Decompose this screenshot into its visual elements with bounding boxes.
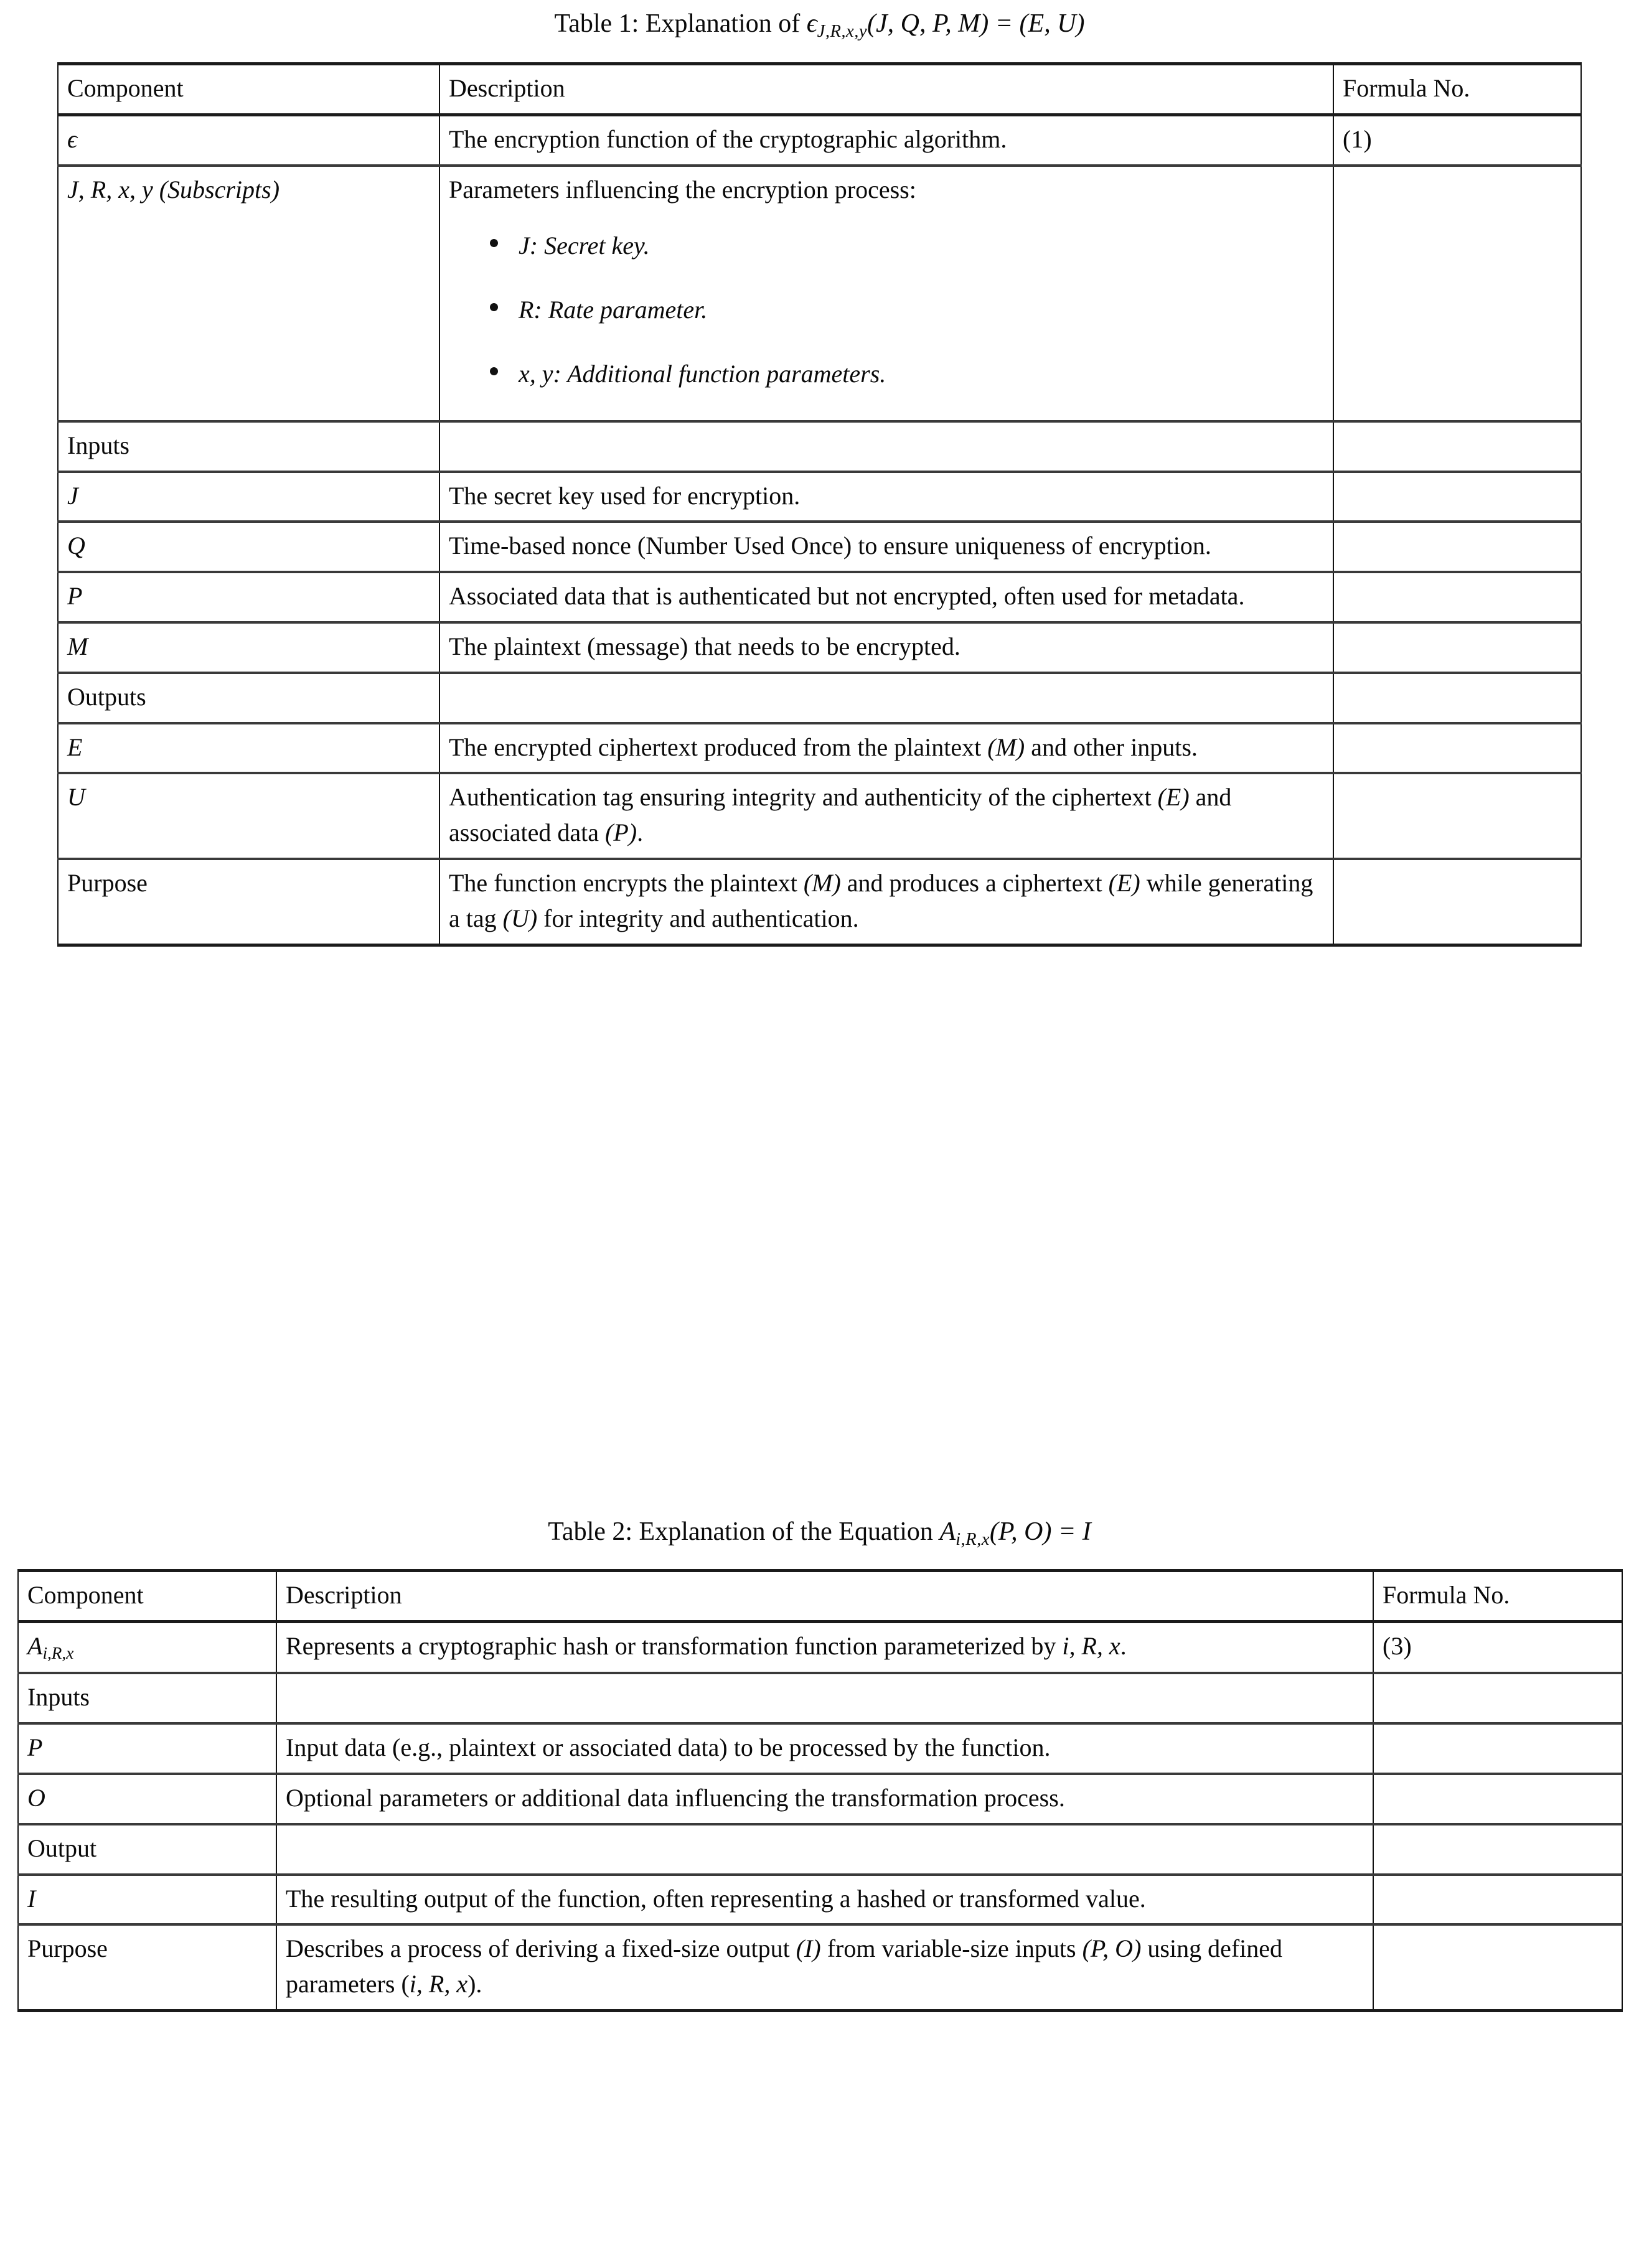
table-section-row xyxy=(18,1673,1622,1723)
table2-row2-description: Input data (e.g., plaintext or associated data) to be processed by the function. xyxy=(276,1723,1373,1774)
table2-row1-component: Inputs xyxy=(18,1673,276,1723)
table1-caption-prefix: Table 1: Explanation of xyxy=(554,9,807,38)
table1-row8-component: E xyxy=(58,723,439,774)
table-row xyxy=(58,472,1581,522)
table-section-row xyxy=(18,1824,1622,1875)
table2-row0-component-subscript: i,R,x xyxy=(42,1643,74,1662)
table1-row3-formula xyxy=(1333,472,1581,522)
table2-header-component: Component xyxy=(18,1571,276,1622)
table2-row6-description: Describes a process of deriving a fixed-size output (I) from variable-size inputs (P, O) using defined parameters (i, R, x). xyxy=(276,1924,1373,2010)
table1-row1-description: Parameters influencing the encryption process: xyxy=(449,175,916,204)
table-row xyxy=(18,1621,1622,1673)
table-section-row xyxy=(58,421,1581,472)
table2-row6-component: Purpose xyxy=(18,1924,276,2010)
table2-caption-subscript: i,R,x xyxy=(956,1529,990,1549)
table1-row1-bullet0: J: Secret key. xyxy=(519,232,650,260)
table2-row3-description: Optional parameters or additional data influencing the transformation process. xyxy=(276,1774,1373,1824)
table-row xyxy=(58,773,1581,859)
table-row xyxy=(58,115,1581,165)
table-row xyxy=(58,622,1581,673)
table1-row6-description: The plaintext (message) that needs to be encrypted. xyxy=(439,622,1333,673)
table2-caption-symbol: A xyxy=(939,1517,956,1546)
table2-row2-component: P xyxy=(18,1723,276,1774)
table2-row4-component: Output xyxy=(18,1824,276,1875)
table1-row3-description: The secret key used for encryption. xyxy=(439,472,1333,522)
table1-row6-component: M xyxy=(58,622,439,673)
table2-row5-formula xyxy=(1373,1875,1622,1925)
table1-row7-description xyxy=(439,673,1333,723)
table2-row6-formula xyxy=(1373,1924,1622,2010)
table1-row1-description-cell xyxy=(439,166,1333,421)
table1-row10-description: The function encrypts the plaintext (M) and produces a ciphertext (E) while generating a tag (U) for integrity and authentication. xyxy=(439,859,1333,945)
table1-row0-description: The encryption function of the cryptographic algorithm. xyxy=(439,115,1333,165)
table2-row1-description xyxy=(276,1673,1373,1723)
table2-caption-suffix: (P, O) = I xyxy=(989,1517,1091,1546)
table1-row5-component: P xyxy=(58,572,439,622)
table1-row1-bullet2: x, y: Additional function parameters. xyxy=(519,359,886,388)
bullet-dot-icon xyxy=(490,367,498,375)
table2-caption xyxy=(0,1517,1639,1550)
table2-header-description: Description xyxy=(276,1571,1373,1622)
table1-row1-bullet-list xyxy=(449,228,1324,391)
table1-row4-formula xyxy=(1333,522,1581,572)
bullet-dot-icon xyxy=(490,303,498,311)
table1-header-component: Component xyxy=(58,64,439,115)
table1 xyxy=(57,62,1582,947)
table1-row1-bullet1: R: Rate parameter. xyxy=(519,296,708,324)
table2-header-row xyxy=(18,1571,1622,1622)
table1-row0-formula: (1) xyxy=(1333,115,1581,165)
table1-row7-component: Outputs xyxy=(58,673,439,723)
table1-caption xyxy=(0,9,1639,42)
table2-row2-formula xyxy=(1373,1723,1622,1774)
table-row xyxy=(58,166,1581,421)
table1-caption-symbol: ϵ xyxy=(806,9,817,38)
table1-row3-component: J xyxy=(58,472,439,522)
table1-row9-formula xyxy=(1333,773,1581,859)
table1-row0-component: ϵ xyxy=(58,115,439,165)
table1-row6-formula xyxy=(1333,622,1581,673)
table1-container xyxy=(57,62,1580,947)
table2-row0-description: Represents a cryptographic hash or transformation function parameterized by i, R, x. xyxy=(276,1621,1373,1673)
table1-row2-formula xyxy=(1333,421,1581,472)
table2-row0-component: A xyxy=(27,1631,43,1660)
table-row xyxy=(18,1875,1622,1925)
table1-row5-description: Associated data that is authenticated but not encrypted, often used for metadata. xyxy=(439,572,1333,622)
list-item xyxy=(519,293,1324,328)
table2 xyxy=(17,1569,1623,2012)
table1-row2-component: Inputs xyxy=(58,421,439,472)
list-item xyxy=(519,357,1324,392)
table1-row9-description: Authentication tag ensuring integrity and authenticity of the ciphertext (E) and associated data (P). xyxy=(439,773,1333,859)
bullet-dot-icon xyxy=(490,239,498,247)
table2-row5-component: I xyxy=(18,1875,276,1925)
table2-row4-description xyxy=(276,1824,1373,1875)
table1-row1-component: J, R, x, y (Subscripts) xyxy=(58,166,439,421)
table1-caption-subscript: J,R,x,y xyxy=(817,21,868,41)
table-row xyxy=(58,859,1581,945)
table-row xyxy=(58,522,1581,572)
table-row xyxy=(18,1924,1622,2010)
table1-row4-description: Time-based nonce (Number Used Once) to ensure uniqueness of encryption. xyxy=(439,522,1333,572)
table-row xyxy=(58,723,1581,774)
table1-header-row xyxy=(58,64,1581,115)
table1-row8-formula xyxy=(1333,723,1581,774)
table2-header-formula: Formula No. xyxy=(1373,1571,1622,1622)
table2-row0-component-cell xyxy=(18,1621,276,1673)
table1-row8-description: The encrypted ciphertext produced from the plaintext (M) and other inputs. xyxy=(439,723,1333,774)
table-section-row xyxy=(58,673,1581,723)
table1-row10-component: Purpose xyxy=(58,859,439,945)
list-item xyxy=(519,228,1324,264)
table1-row9-component: U xyxy=(58,773,439,859)
table2-caption-prefix: Table 2: Explanation of the Equation xyxy=(548,1517,940,1546)
table1-header-formula: Formula No. xyxy=(1333,64,1581,115)
table1-header-description: Description xyxy=(439,64,1333,115)
table2-container xyxy=(17,1569,1622,2012)
table2-row4-formula xyxy=(1373,1824,1622,1875)
table1-row10-formula xyxy=(1333,859,1581,945)
table1-row5-formula xyxy=(1333,572,1581,622)
table1-caption-suffix: (J, Q, P, M) = (E, U) xyxy=(867,9,1085,38)
table1-row7-formula xyxy=(1333,673,1581,723)
table-row xyxy=(58,572,1581,622)
table1-row2-description xyxy=(439,421,1333,472)
table2-row1-formula xyxy=(1373,1673,1622,1723)
table2-row3-formula xyxy=(1373,1774,1622,1824)
table2-row0-formula: (3) xyxy=(1373,1621,1622,1673)
table1-row1-formula xyxy=(1333,166,1581,421)
table2-row5-description: The resulting output of the function, often representing a hashed or transformed value. xyxy=(276,1875,1373,1925)
table-row xyxy=(18,1723,1622,1774)
table1-row4-component: Q xyxy=(58,522,439,572)
table2-row3-component: O xyxy=(18,1774,276,1824)
table-row xyxy=(18,1774,1622,1824)
